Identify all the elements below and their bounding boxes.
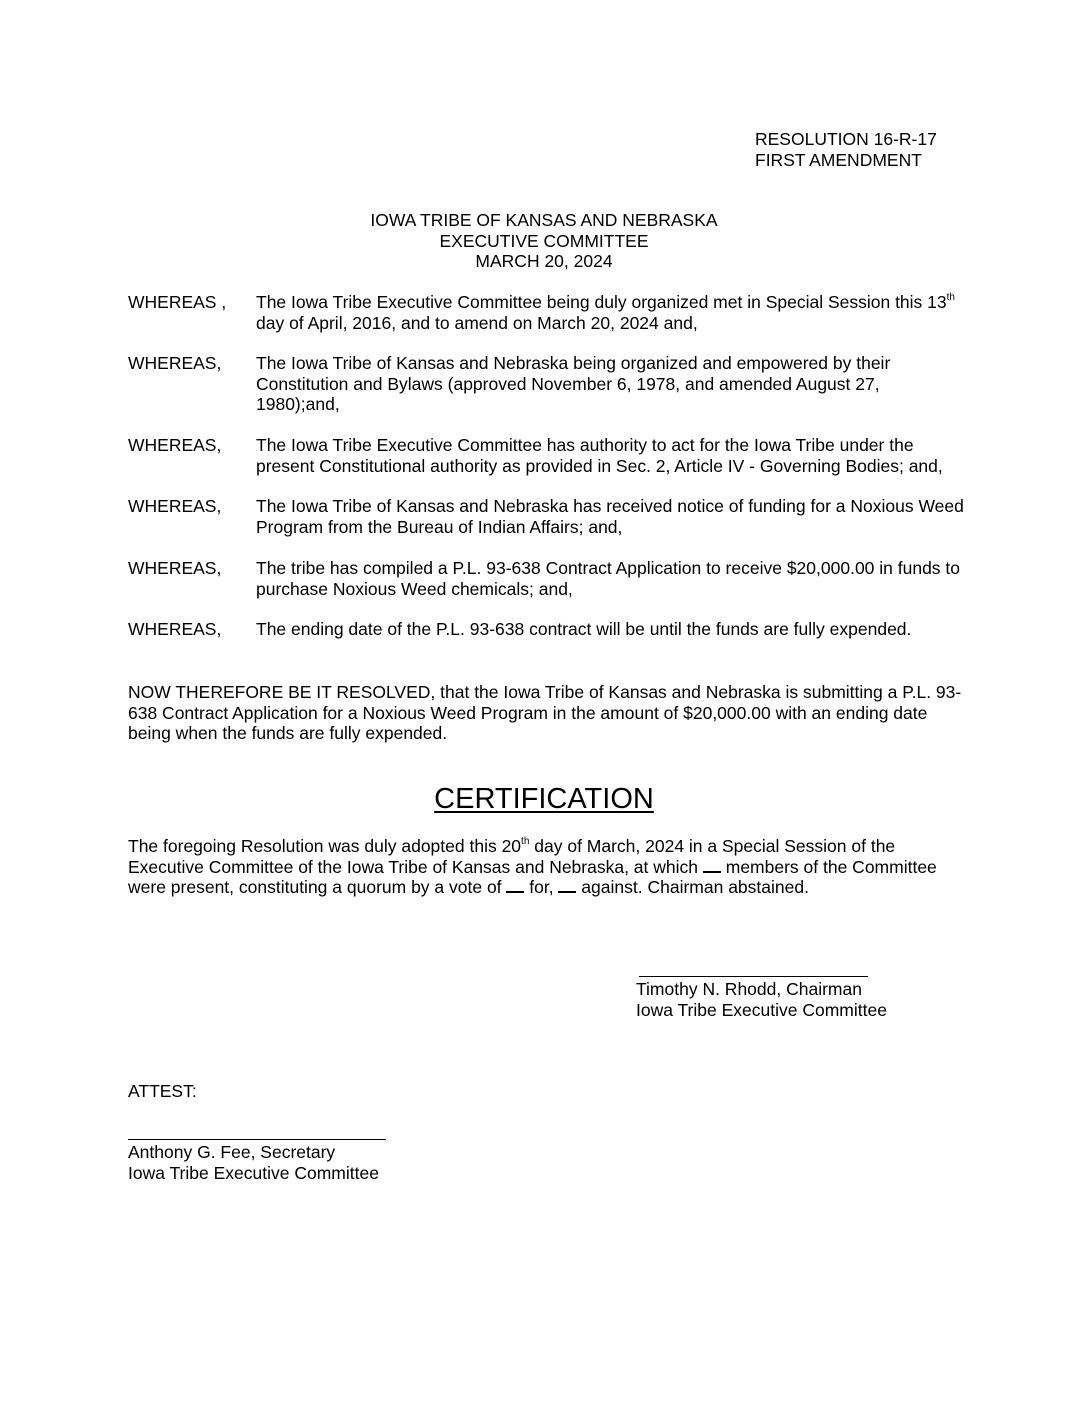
certification-text-part: day of March, 2024 in a Special Session of the Executive Committee of the Iowa Tribe of Kansas and Nebraska, at which xyxy=(128,836,896,877)
resolution-number: RESOLUTION 16-R-17 xyxy=(755,129,937,149)
chairman-signature-block xyxy=(636,979,887,1020)
secretary-organization: Iowa Tribe Executive Committee xyxy=(128,1162,379,1183)
whereas-label: WHEREAS , xyxy=(128,292,227,312)
attest-label: ATTEST: xyxy=(128,1081,197,1101)
certification-text-part: for, xyxy=(524,877,559,897)
whereas-text: The ending date of the P.L. 93-638 contract will be until the funds are fully expended. xyxy=(256,619,912,639)
whereas-text: The Iowa Tribe of Kansas and Nebraska being organized and empowered by their Constitution and Bylaws (approved November 6, 1978, and amended August 27, 1980);and, xyxy=(256,353,891,414)
whereas-label: WHEREAS, xyxy=(128,435,222,455)
whereas-clause xyxy=(128,292,968,333)
whereas-clause xyxy=(128,496,968,537)
ordinal-suffix: th xyxy=(521,836,530,848)
whereas-text-part: day of April, 2016, and to amend on March 20, 2024 and, xyxy=(256,312,698,333)
whereas-label: WHEREAS, xyxy=(128,353,222,373)
resolved-paragraph: NOW THEREFORE BE IT RESOLVED, that the Iowa Tribe of Kansas and Nebraska is submitting a P.L. 93-638 Contract Application for a Noxious Weed Program in the amount of $20,000.00 with an ending date being when the funds are fully expended. xyxy=(128,682,962,743)
votes-against-blank xyxy=(558,877,576,893)
whereas-text xyxy=(256,292,968,333)
secretary-name: Anthony G. Fee, Secretary xyxy=(128,1142,336,1162)
whereas-text-part: The Iowa Tribe Executive Committee being duly organized met in Special Session this 13 xyxy=(256,292,947,312)
certification-title: CERTIFICATION xyxy=(434,783,654,815)
certification-text-part: against. Chairman abstained. xyxy=(576,877,809,897)
chairman-signature-line xyxy=(639,976,868,977)
members-blank xyxy=(703,857,721,873)
resolution-date: MARCH 20, 2024 xyxy=(475,251,613,271)
secretary-signature-block xyxy=(128,1142,379,1183)
whereas-text: The tribe has compiled a P.L. 93-638 Contract Application to receive $20,000.00 in funds to purchase Noxious Weed chemicals; and, xyxy=(256,558,961,599)
chairman-organization: Iowa Tribe Executive Committee xyxy=(636,999,887,1020)
votes-for-blank xyxy=(506,877,524,893)
amendment-label: FIRST AMENDMENT xyxy=(755,149,922,170)
committee-name: EXECUTIVE COMMITTEE xyxy=(439,230,649,251)
whereas-label: WHEREAS, xyxy=(128,558,222,578)
whereas-clause xyxy=(128,353,968,415)
resolution-header xyxy=(755,129,937,170)
whereas-text: The Iowa Tribe Executive Committee has authority to act for the Iowa Tribe under the present Constitutional authority as provided in Sec. 2, Article IV - Governing Bodies; and, xyxy=(256,435,943,476)
ordinal-suffix: th xyxy=(946,292,955,304)
whereas-label: WHEREAS, xyxy=(128,496,222,516)
certification-text-part: members of the Committee were present, constituting a quorum by a vote of xyxy=(128,856,937,897)
document-heading xyxy=(0,210,1088,272)
whereas-clause xyxy=(128,619,968,640)
certification-text xyxy=(128,836,968,898)
organization-name: IOWA TRIBE OF KANSAS AND NEBRASKA xyxy=(370,210,718,230)
whereas-label: WHEREAS, xyxy=(128,619,222,639)
chairman-name: Timothy N. Rhodd, Chairman xyxy=(636,979,862,999)
whereas-text: The Iowa Tribe of Kansas and Nebraska has received notice of funding for a Noxious Weed Program from the Bureau of Indian Affairs; and, xyxy=(256,496,964,537)
whereas-clause xyxy=(128,558,968,599)
secretary-signature-line xyxy=(128,1139,386,1140)
whereas-clause xyxy=(128,435,968,476)
certification-text-part: The foregoing Resolution was duly adopted this 20 xyxy=(128,836,522,856)
